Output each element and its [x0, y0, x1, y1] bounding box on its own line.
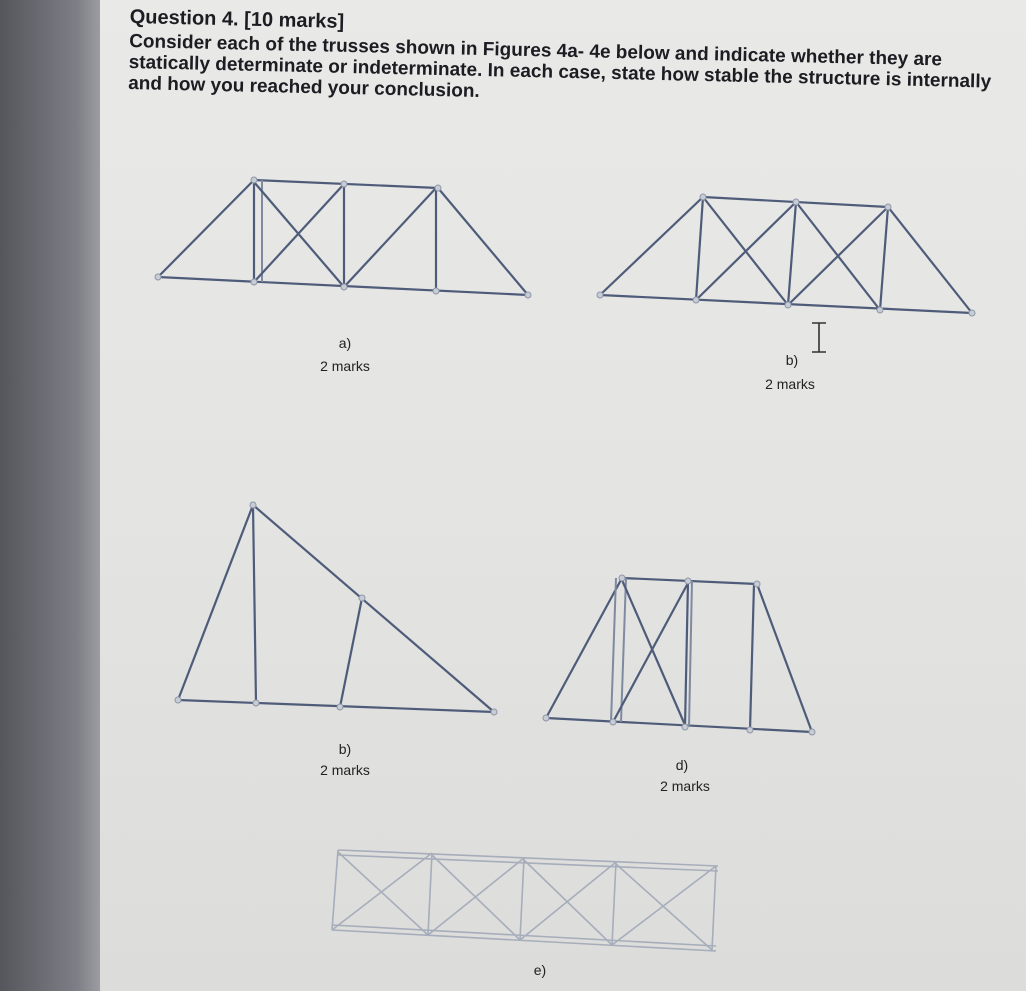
- figure-d-marks: 2 marks: [660, 778, 710, 794]
- figure-a-label: a): [338, 335, 352, 351]
- question-body: Consider each of the trusses shown in Figures 4a- 4e below and indicate whether they are statically determinate or indeterminate. In each case, state how stable the structure is internally and how you reached your conclusion.: [128, 30, 992, 102]
- figure-b-marks: 2 marks: [765, 376, 815, 392]
- figure-c-marks: 2 marks: [320, 762, 370, 778]
- figure-e-label: e): [533, 962, 547, 978]
- figure-e-members: [332, 850, 718, 951]
- figure-d-label: d): [675, 757, 689, 773]
- figure-b-label: b): [785, 352, 799, 368]
- question-title: Question 4. [10 marks]: [129, 6, 345, 33]
- figure-c-label: b): [338, 741, 352, 757]
- figure-a-marks: 2 marks: [320, 358, 370, 374]
